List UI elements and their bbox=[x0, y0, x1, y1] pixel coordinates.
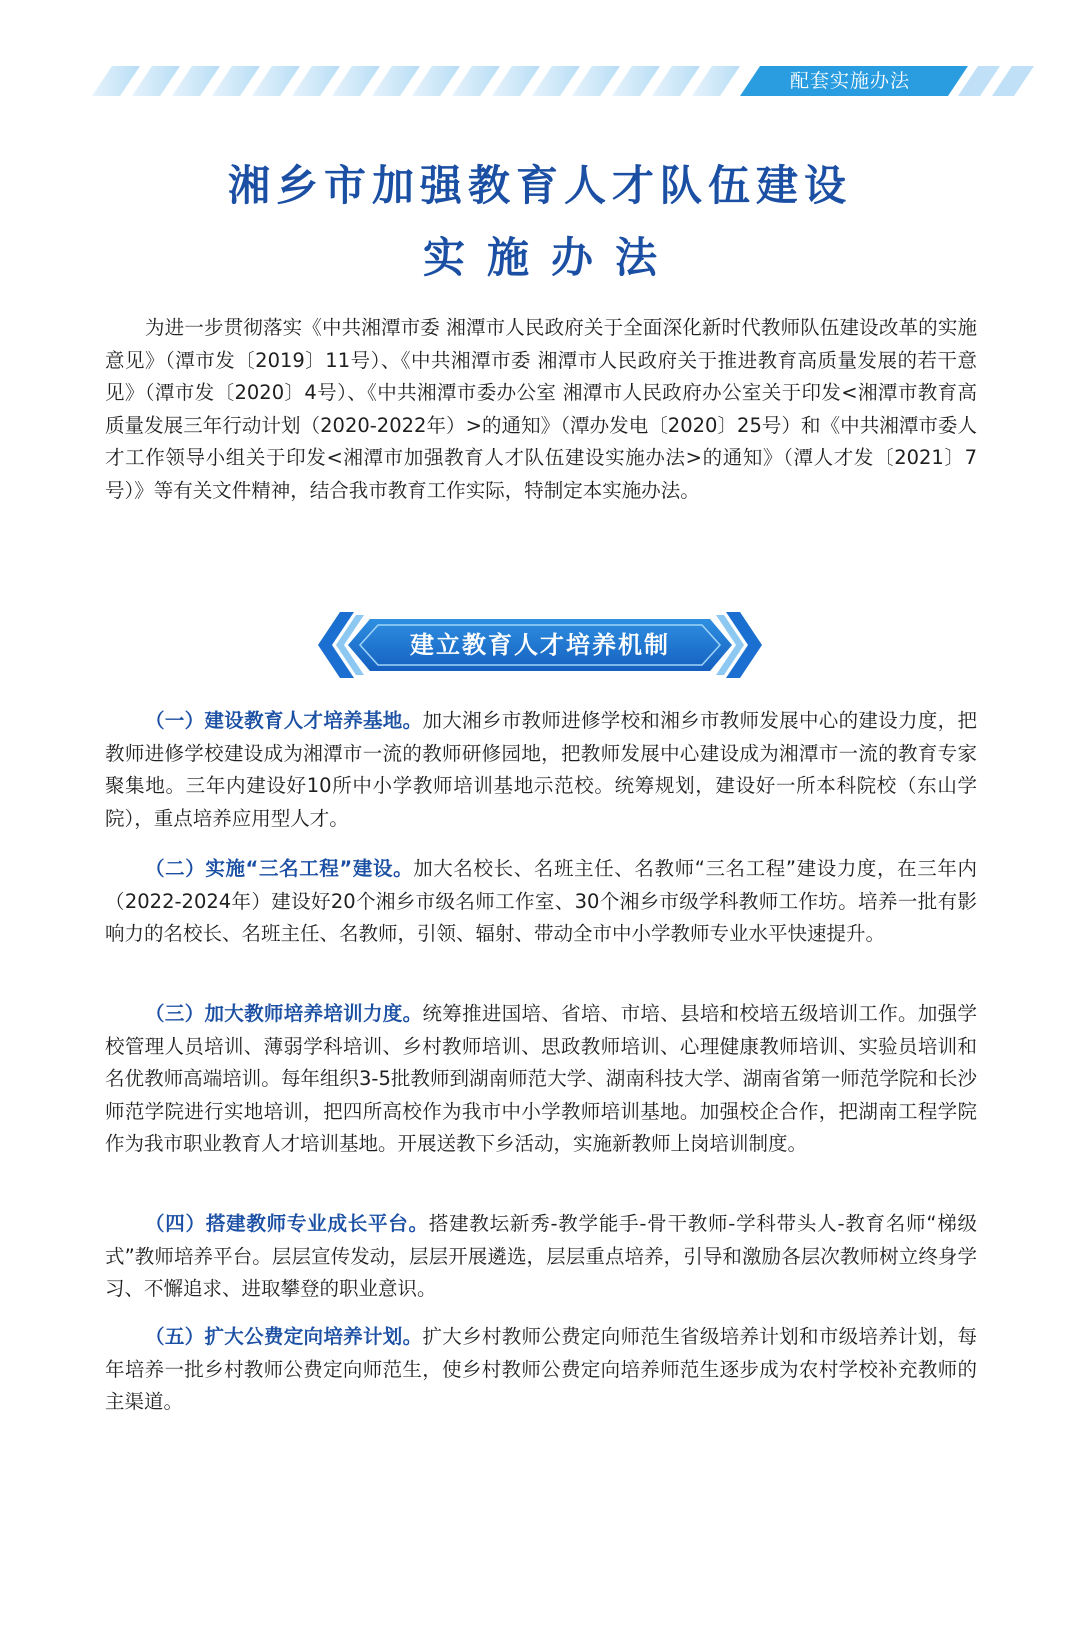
item-paragraph-5 bbox=[105, 1321, 977, 1419]
section-header bbox=[318, 612, 762, 678]
item-paragraph-4 bbox=[105, 1208, 977, 1306]
section-tag: 配套实施办法 bbox=[790, 70, 911, 92]
item-paragraph-2 bbox=[105, 853, 977, 951]
section-title: 建立教育人才培养机制 bbox=[410, 631, 670, 659]
item-heading-1: （一）建设教育人才培养基地。 bbox=[145, 709, 423, 732]
item-heading-2: （二）实施“三名工程”建设。 bbox=[145, 857, 414, 880]
item-heading-5: （五）扩大公费定向培养计划。 bbox=[145, 1325, 423, 1348]
item-body-3: 统筹推进国培、省培、市培、县培和校培五级培训工作。加强学校管理人员培训、薄弱学科培训、乡村教师培训、思政教师培训、心理健康教师培训、实验员培训和名优教师高端培训。每年组织3-5批教师到湖南师范大学、湖南科技大学、湖南省第一师范学院和长沙师范学院进行实地培训，把四所高校作为我市中小学教师培训基地。加强校企合作，把湖南工程学院作为我市职业教育人才培训基地。开展送教下乡活动，实施新教师上岗培训制度。 bbox=[105, 1002, 977, 1155]
item-body-5: 扩大乡村教师公费定向师范生省级培养计划和市级培养计划，每年培养一批乡村教师公费定向师范生，使乡村教师公费定向培养师范生逐步成为农村学校补充教师的主渠道。 bbox=[105, 1325, 977, 1413]
page-title-line2: 实施办法 bbox=[422, 233, 679, 282]
item-body-2: 加大名校长、名班主任、名教师“三名工程”建设力度，在三年内（2022-2024年）建设好20个湘乡市级名师工作室、30个湘乡市级学科教师工作坊。培养一批有影响力的名校长、名班主任、名教师，引领、辐射、带动全市中小学教师专业水平快速提升。 bbox=[105, 857, 977, 945]
item-heading-3: （三）加大教师培养培训力度。 bbox=[145, 1002, 423, 1025]
intro-paragraph: 为进一步贯彻落实《中共湘潭市委 湘潭市人民政府关于全面深化新时代教师队伍建设改革的实施意见》（潭市发〔2019〕11号）、《中共湘潭市委 湘潭市人民政府关于推进教育高质量发展的若干意见》（潭市发〔2020〕4号）、《中共湘潭市委办公室 湘潭市人民政府办公室关于印发<湘潭市教育高质量发展三年行动计划（2020-2022年）>的通知》（潭办发电〔2020〕25号）和《中共湘潭市委人才工作领导小组关于印发<湘潭市加强教育人才队伍建设实施办法>的通知》（潭人才发〔2021〕7号）》等有关文件精神，结合我市教育工作实际，特制定本实施办法。 bbox=[105, 316, 977, 502]
item-paragraph-3 bbox=[105, 998, 977, 1161]
item-paragraph-1 bbox=[105, 705, 977, 835]
page-title-line1: 湘乡市加强教育人才队伍建设 bbox=[227, 161, 852, 210]
item-body-1: 加大湘乡市教师进修学校和湘乡市教师发展中心的建设力度，把教师进修学校建设成为湘潭市一流的教师研修园地，把教师发展中心建设成为湘潭市一流的教育专家聚集地。三年内建设好10所中小学教师培训基地示范校。统筹规划，建设好一所本科院校（东山学院），重点培养应用型人才。 bbox=[105, 709, 977, 830]
top-banner bbox=[0, 66, 1080, 96]
item-heading-4: （四）搭建教师专业成长平台。 bbox=[145, 1212, 429, 1235]
item-body-4: 搭建教坛新秀-教学能手-骨干教师-学科带头人-教育名师“梯级式”教师培养平台。层层宣传发动，层层开展遴选，层层重点培养，引导和激励各层次教师树立终身学习、不懈追求、进取攀登的职业意识。 bbox=[105, 1212, 977, 1300]
